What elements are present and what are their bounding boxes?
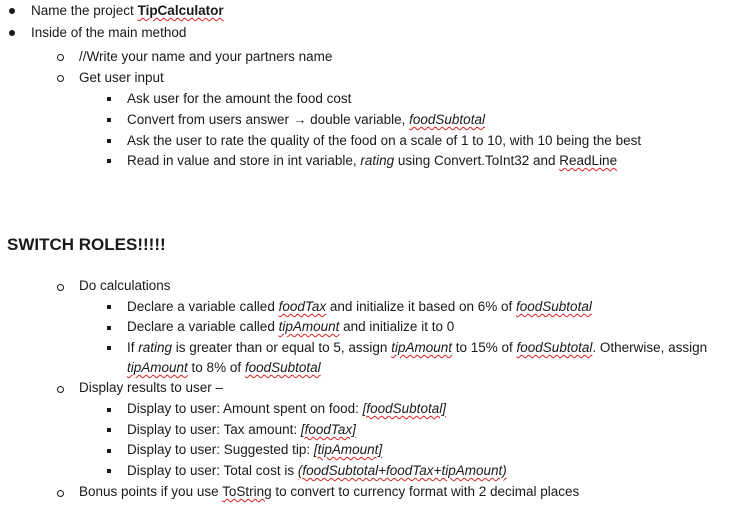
instruction-line: Ask user for the amount the food cost xyxy=(127,91,352,106)
bullet-square-icon xyxy=(107,118,111,122)
instruction-line: Display results to user – xyxy=(79,380,224,395)
instruction-line: Ask the user to rate the quality of the food on a scale of 1 to 10, with 10 being the best xyxy=(127,133,642,148)
instruction-line: Read in value and store in int variable, rating using Convert.ToInt32 and ReadLine xyxy=(127,153,618,168)
bullet-square-icon xyxy=(107,428,111,432)
instruction-line: Bonus points if you use ToString to convert to currency format with 2 decimal places xyxy=(79,484,580,499)
bullet-circle-icon xyxy=(57,284,64,291)
bullet-square-icon xyxy=(107,326,111,330)
bullet-dot-icon xyxy=(9,8,15,14)
bullet-square-icon xyxy=(107,346,111,350)
instruction-line: Inside of the main method xyxy=(31,25,187,40)
bullet-circle-icon xyxy=(57,386,64,393)
instruction-line: Display to user: Tax amount: [foodTax] xyxy=(127,422,356,437)
instruction-line: Name the project TipCalculator xyxy=(31,3,224,18)
bullet-dot-icon xyxy=(9,30,15,36)
bullet-square-icon xyxy=(107,139,111,143)
section-heading: SWITCH ROLES!!!!! xyxy=(7,235,166,254)
bullet-circle-icon xyxy=(57,75,64,82)
instruction-line: Display to user: Total cost is (foodSubtotal+foodTax+tipAmount) xyxy=(127,463,507,478)
instruction-line: //Write your name and your partners name xyxy=(79,49,333,64)
project-name: TipCalculator xyxy=(137,3,224,18)
instruction-line: Convert from users answer → double variable, foodSubtotal xyxy=(127,112,485,127)
instruction-line: If rating is greater than or equal to 5, assign tipAmount to 15% of foodSubtotal. Otherwise, assign xyxy=(127,340,708,355)
bullet-square-icon xyxy=(107,159,111,163)
instruction-line: Declare a variable called foodTax and initialize it based on 6% of foodSubtotal xyxy=(127,299,592,314)
instruction-line: Do calculations xyxy=(79,278,171,293)
bullet-square-icon xyxy=(107,408,111,412)
arrow-right-icon: → xyxy=(292,112,307,127)
bullet-square-icon xyxy=(107,449,111,453)
instruction-line-continued: tipAmount to 8% of foodSubtotal xyxy=(127,360,321,375)
bullet-square-icon xyxy=(107,305,111,309)
instruction-line: Display to user: Amount spent on food: [foodSubtotal] xyxy=(127,401,446,416)
instruction-line: Get user input xyxy=(79,70,164,85)
bullet-square-icon xyxy=(107,469,111,473)
instruction-line: Display to user: Suggested tip: [tipAmount] xyxy=(127,442,383,457)
bullet-circle-icon xyxy=(57,490,64,497)
instruction-line: Declare a variable called tipAmount and initialize it to 0 xyxy=(127,319,455,334)
bullet-square-icon xyxy=(107,97,111,101)
bullet-circle-icon xyxy=(57,54,64,61)
